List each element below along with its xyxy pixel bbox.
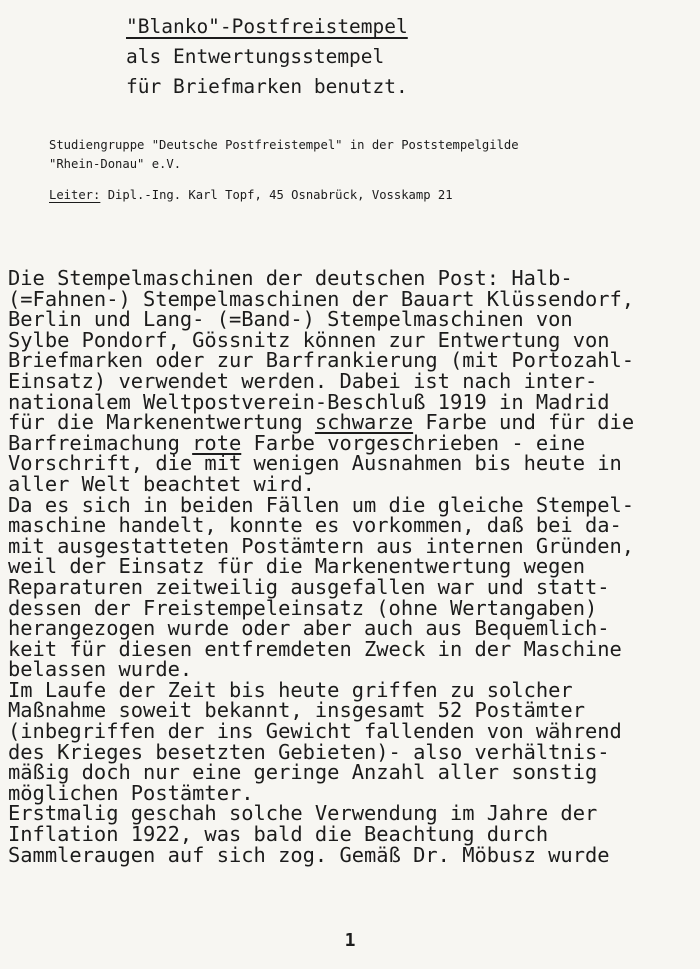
header-line-2: "Rhein-Donau" e.V.	[49, 157, 182, 171]
body-line: (inbegriffen der ins Gewicht fallenden von während	[8, 719, 622, 744]
body-line: dessen der Freistempeleinsatz (ohne Wertangaben)	[8, 595, 598, 620]
body-line: weil der Einsatz für die Markenentwertung wegen	[8, 554, 585, 579]
body-line	[8, 412, 634, 433]
title-line-1-text: "Blanko"-Postfreistempel	[126, 15, 408, 38]
leiter-label: Leiter:	[49, 188, 101, 202]
underlined-word-rote: rote	[192, 430, 242, 455]
body-line: maschine handelt, konnte es vorkommen, daß bei da-	[8, 513, 622, 538]
body-line: Reparaturen zeitweilig ausgefallen war und statt-	[8, 574, 610, 599]
body-line: Im Laufe der Zeit bis heute griffen zu solcher	[8, 677, 573, 702]
body-line: Vorschrift, die mit wenigen Ausnahmen bis heute in	[8, 451, 622, 476]
body-line: Briefmarken oder zur Barfrankierung (mit Portozahl-	[8, 348, 635, 373]
leiter-text: Dipl.-Ing. Karl Topf, 45 Osnabrück, Vosskamp 21	[100, 188, 453, 202]
underlined-word-schwarze: schwarze	[314, 410, 414, 435]
body-line: (=Fahnen-) Stempelmaschinen der Bauart Klüssendorf,	[8, 286, 635, 311]
body-line: Die Stempelmaschinen der deutschen Post: Halb-	[8, 266, 573, 290]
body-line: Berlin und Lang- (=Band-) Stempelmaschinen von	[8, 307, 573, 332]
title-line-2: als Entwertungsstempel	[126, 45, 385, 68]
body-line: mit ausgestatteten Postämtern aus internen Gründen,	[8, 533, 635, 558]
body-text-segment: für die Markenentwertung	[8, 410, 315, 435]
body-line: herangezogen wurde oder aber auch aus Bequemlich-	[8, 616, 610, 641]
body-line: des Krieges besetzten Gebieten)- also verhältnis-	[8, 739, 610, 764]
body-line: aller Welt beachtet wird.	[8, 471, 315, 496]
body-line: nationalem Weltpostverein-Beschluß 1919 in Madrid	[8, 389, 610, 414]
body-line	[8, 430, 634, 455]
body-line: keit für diesen entfremdeten Zweck in der Maschine	[8, 636, 622, 661]
body-line: mäßig doch nur eine geringe Anzahl aller sonstig	[8, 760, 598, 785]
body-text-segment: Farbe vorgeschrieben - eine	[241, 430, 585, 455]
body-line: Maßnahme soweit bekannt, insgesamt 52 Postämter	[8, 698, 585, 723]
title-line-3: für Briefmarken benutzt.	[126, 75, 408, 98]
body-line: möglichen Postämter.	[8, 780, 254, 805]
body-text-segment: Barfreimachung	[8, 430, 193, 455]
page-number: 1	[344, 930, 356, 951]
study-group-header	[49, 136, 519, 205]
body-line: belassen wurde.	[8, 657, 193, 682]
body-line: Da es sich in beiden Fällen um die gleiche Stempel-	[8, 492, 635, 517]
body-line: Einsatz) verwendet werden. Dabei ist nach inter-	[8, 368, 598, 393]
body-line: Erstmalig geschah solche Verwendung im Jahre der	[8, 801, 598, 826]
document-title	[126, 12, 408, 102]
header-line-1: Studiengruppe "Deutsche Postfreistempel" in der Poststempelgilde	[49, 138, 519, 152]
title-line-1	[126, 12, 408, 42]
leiter-line	[49, 186, 519, 205]
body-line: Inflation 1922, was bald die Beachtung durch	[8, 822, 549, 847]
body-line: Sammleraugen auf sich zog. Gemäß Dr. Möbusz wurde	[8, 842, 610, 867]
body-text	[8, 268, 634, 865]
body-line: Sylbe Pondorf, Gössnitz können zur Entwertung von	[8, 327, 610, 352]
body-text-segment: Farbe und für die	[413, 410, 635, 435]
